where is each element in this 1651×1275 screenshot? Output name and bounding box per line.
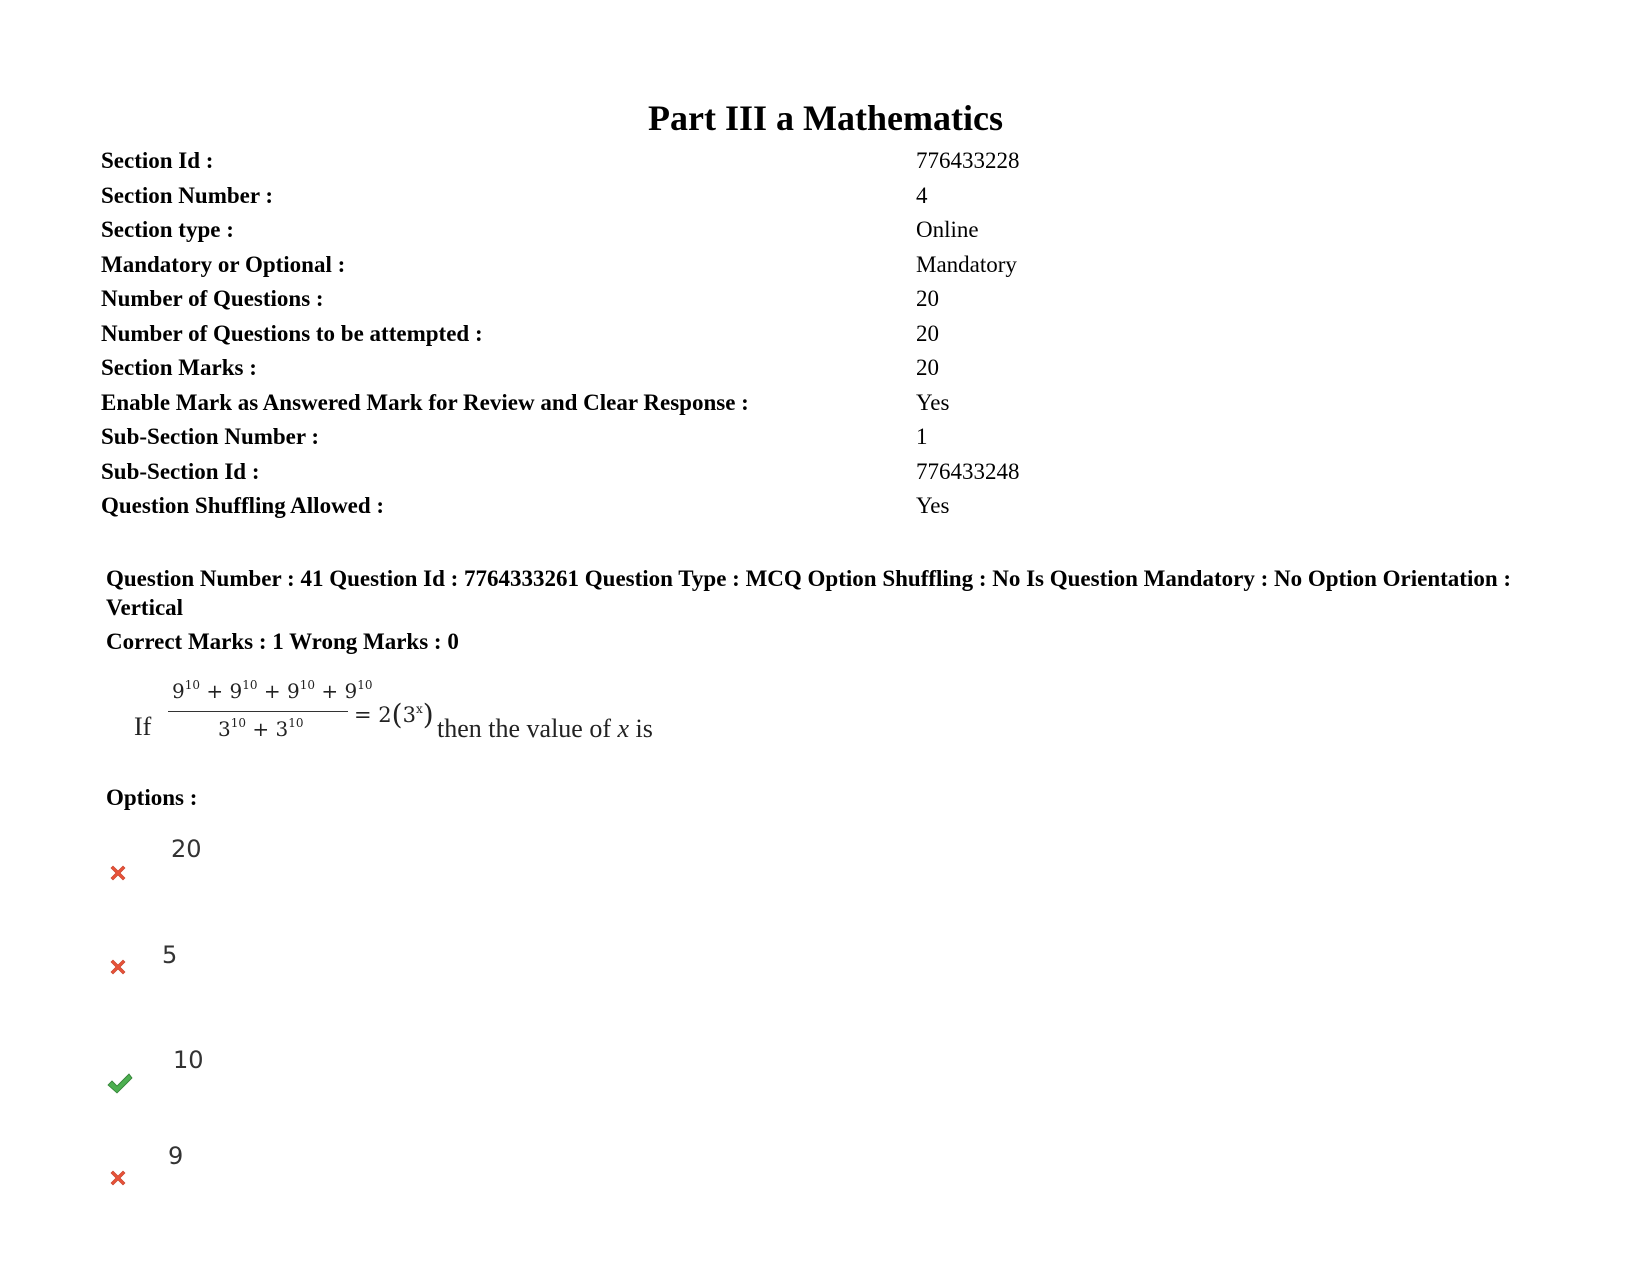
info-value: 20: [916, 320, 939, 346]
rhs-coefficient: 2: [378, 703, 392, 727]
open-paren: (: [391, 698, 403, 731]
variable: x: [617, 714, 630, 743]
option-4[interactable]: [106, 1142, 406, 1202]
info-value: 20: [916, 355, 939, 380]
check-icon: [106, 1070, 134, 1098]
question-header: Question Number : 41 Question Id : 7764333261 Question Type : MCQ Option Shuffling : No Is Question Mandatory : No Option Orientation : Vertical: [106, 566, 1512, 620]
operator: +: [206, 679, 224, 703]
option-text: 20: [171, 835, 202, 863]
cross-icon: [106, 1166, 130, 1190]
term: 9: [172, 679, 185, 703]
exponent: 10: [357, 678, 373, 692]
suffix-text: then the value of: [437, 714, 611, 743]
info-label: Section Id :: [101, 148, 214, 173]
info-label: Section type :: [101, 217, 234, 242]
page-title: Part III a Mathematics: [648, 98, 1003, 138]
options-label: Options :: [106, 785, 198, 810]
info-label: Sub-Section Number :: [101, 424, 320, 449]
fraction-bar: [168, 711, 348, 712]
info-value: 776433228: [916, 148, 1020, 173]
term: 3: [275, 717, 289, 741]
info-row-section-id: [101, 144, 1201, 179]
info-label: Sub-Section Id :: [101, 458, 260, 484]
rhs-base: 3: [402, 703, 416, 727]
term: 9: [344, 679, 358, 703]
section-info-table: [101, 144, 1201, 524]
operator: +: [321, 679, 339, 703]
info-label: Section Number :: [101, 182, 274, 208]
info-label: Enable Mark as Answered Mark for Review and Clear Response :: [101, 389, 749, 415]
suffix-end: is: [635, 714, 653, 743]
marks-line: Correct Marks : 1 Wrong Marks : 0: [106, 629, 459, 654]
info-value: 776433248: [916, 458, 1020, 484]
info-value: Online: [916, 217, 979, 242]
option-text: 5: [162, 941, 178, 969]
info-row-enable-mark: [101, 386, 1201, 421]
term: 9: [229, 679, 243, 703]
exponent: 10: [242, 678, 258, 692]
fraction-denominator: [218, 716, 304, 741]
info-row-mandatory: [101, 248, 1201, 283]
info-label: Number of Questions to be attempted :: [101, 320, 483, 346]
cross-icon: [106, 955, 130, 979]
question-body: [130, 676, 830, 756]
fraction-numerator: [172, 678, 373, 703]
info-value: Yes: [916, 389, 950, 415]
equals-sign: =: [354, 703, 372, 727]
cross-icon: [106, 861, 130, 885]
option-2[interactable]: [106, 941, 406, 1001]
info-value: 1: [916, 424, 928, 449]
option-3[interactable]: [106, 1046, 406, 1106]
info-row-number-of-questions: [101, 282, 1201, 317]
info-value: Yes: [916, 493, 950, 518]
question-prefix: If: [134, 712, 152, 741]
option-1[interactable]: [106, 835, 406, 895]
question-suffix: [437, 714, 653, 744]
term: 9: [287, 679, 300, 703]
info-value: 20: [916, 286, 939, 311]
operator: +: [252, 717, 270, 741]
info-row-section-marks: [101, 351, 1201, 386]
info-row-sub-section-number: [101, 420, 1201, 455]
info-value: Mandatory: [916, 251, 1017, 277]
info-label: Number of Questions :: [101, 286, 324, 311]
info-label: Question Shuffling Allowed :: [101, 493, 385, 518]
info-row-sub-section-id: [101, 455, 1201, 490]
option-text: 9: [168, 1142, 184, 1170]
info-row-section-number: [101, 179, 1201, 214]
exponent: 10: [184, 678, 201, 692]
term: 3: [218, 717, 231, 741]
exponent: 10: [230, 716, 247, 730]
info-row-section-type: [101, 213, 1201, 248]
close-paren: ): [422, 698, 434, 731]
option-text: 10: [173, 1046, 204, 1074]
rhs-exponent: x: [415, 702, 423, 716]
exponent: 10: [288, 716, 304, 730]
info-label: Section Marks :: [101, 355, 257, 380]
equation-rhs: [354, 698, 434, 731]
info-row-question-shuffling: [101, 489, 1201, 524]
exponent: 10: [299, 678, 316, 692]
info-label: Mandatory or Optional :: [101, 251, 346, 277]
info-value: 4: [916, 182, 928, 208]
info-row-questions-to-attempt: [101, 317, 1201, 352]
operator: +: [263, 679, 281, 703]
